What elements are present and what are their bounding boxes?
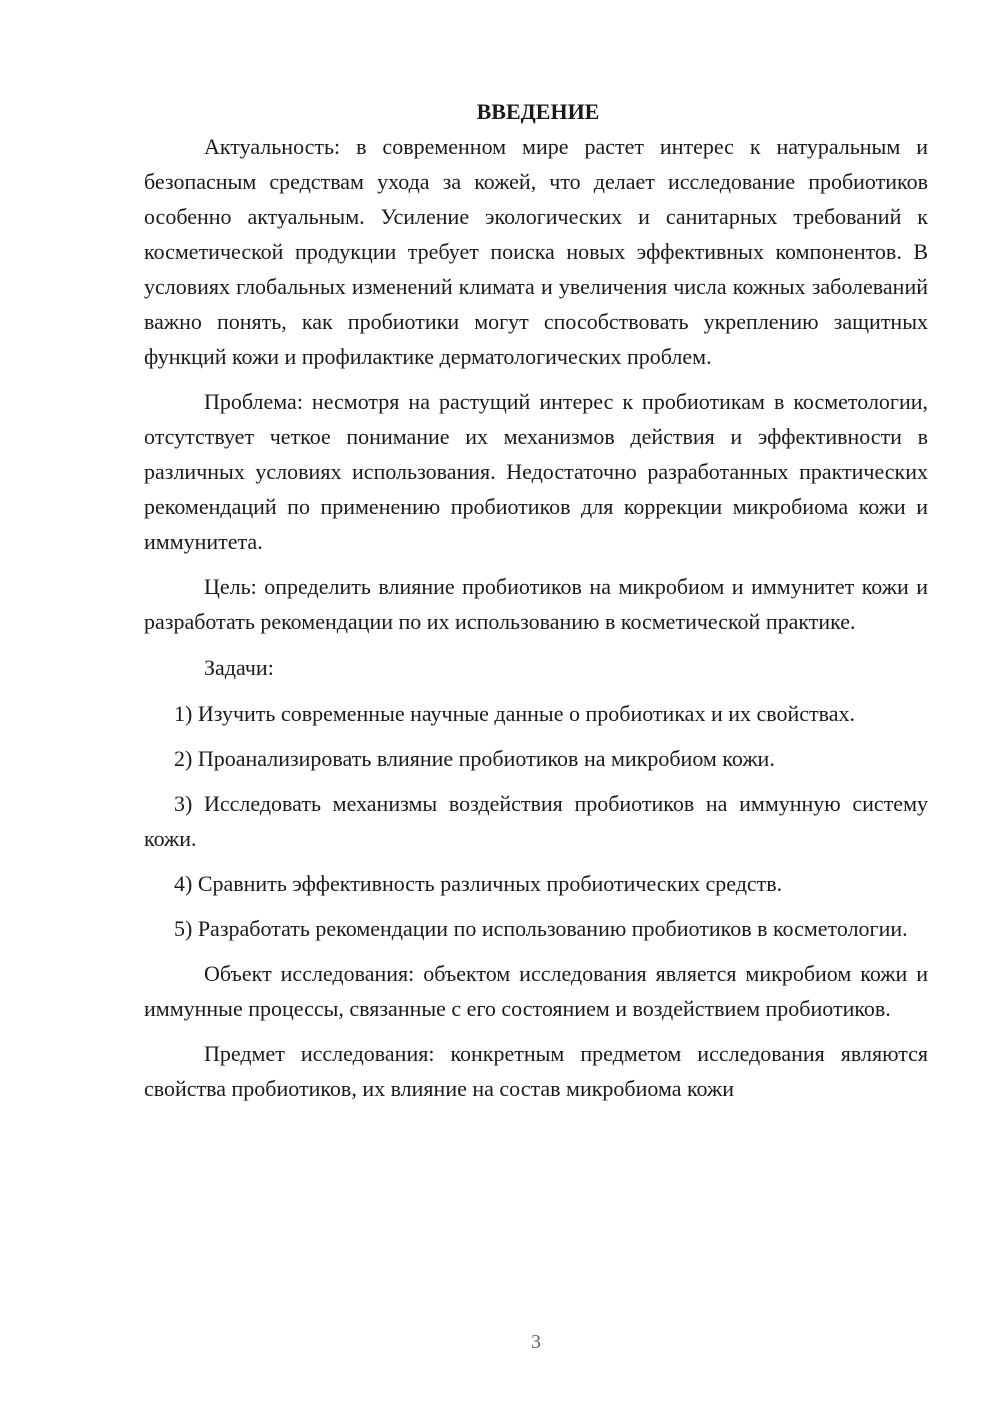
page-title: ВВЕДЕНИЕ xyxy=(476,99,600,124)
tasks-heading: Задачи: xyxy=(204,655,274,680)
list-item-task-5: 5) Разработать рекомендации по использованию пробиотиков в косметологии. xyxy=(174,916,908,941)
document-page xyxy=(144,94,928,1106)
list-item-task-3: 3) Исследовать механизмы воздействия пробиотиков на иммунную систему кожи. xyxy=(144,791,928,851)
page-number: 3 xyxy=(531,1331,541,1353)
paragraph-subject: Предмет исследования: конкретным предметом исследования являются свойства пробиотиков, их влияние на состав микробиома кожи xyxy=(144,1041,928,1101)
paragraph-relevance: Актуальность: в современном мире растет интерес к натуральным и безопасным средствам ухода за кожей, что делает исследование пробиотиков особенно актуальным. Усиление экологических и санитарных требований к косметической продукции требует поиска новых эффективных компонентов. В условиях глобальных изменений климата и увеличения числа кожных заболеваний важно понять, как пробиотики могут способствовать укреплению защитных функций кожи и профилактике дерматологических проблем. xyxy=(144,134,928,369)
list-item-task-1: 1) Изучить современные научные данные о пробиотиках и их свойствах. xyxy=(174,701,856,726)
paragraph-goal: Цель: определить влияние пробиотиков на микробиом и иммунитет кожи и разработать рекомендации по их использованию в косметической практике. xyxy=(144,574,928,634)
paragraph-problem: Проблема: несмотря на растущий интерес к пробиотикам в косметологии, отсутствует четкое понимание их механизмов действия и эффективности в различных условиях использования. Недостаточно разработанных практических рекомендаций по применению пробиотиков для коррекции микробиома кожи и иммунитета. xyxy=(144,389,928,554)
list-item-task-4: 4) Сравнить эффективность различных пробиотических средств. xyxy=(174,871,783,896)
list-item-task-2: 2) Проанализировать влияние пробиотиков на микробиом кожи. xyxy=(174,746,775,771)
paragraph-object: Объект исследования: объектом исследования является микробиом кожи и иммунные процессы, связанные с его состоянием и воздействием пробиотиков. xyxy=(144,961,928,1021)
